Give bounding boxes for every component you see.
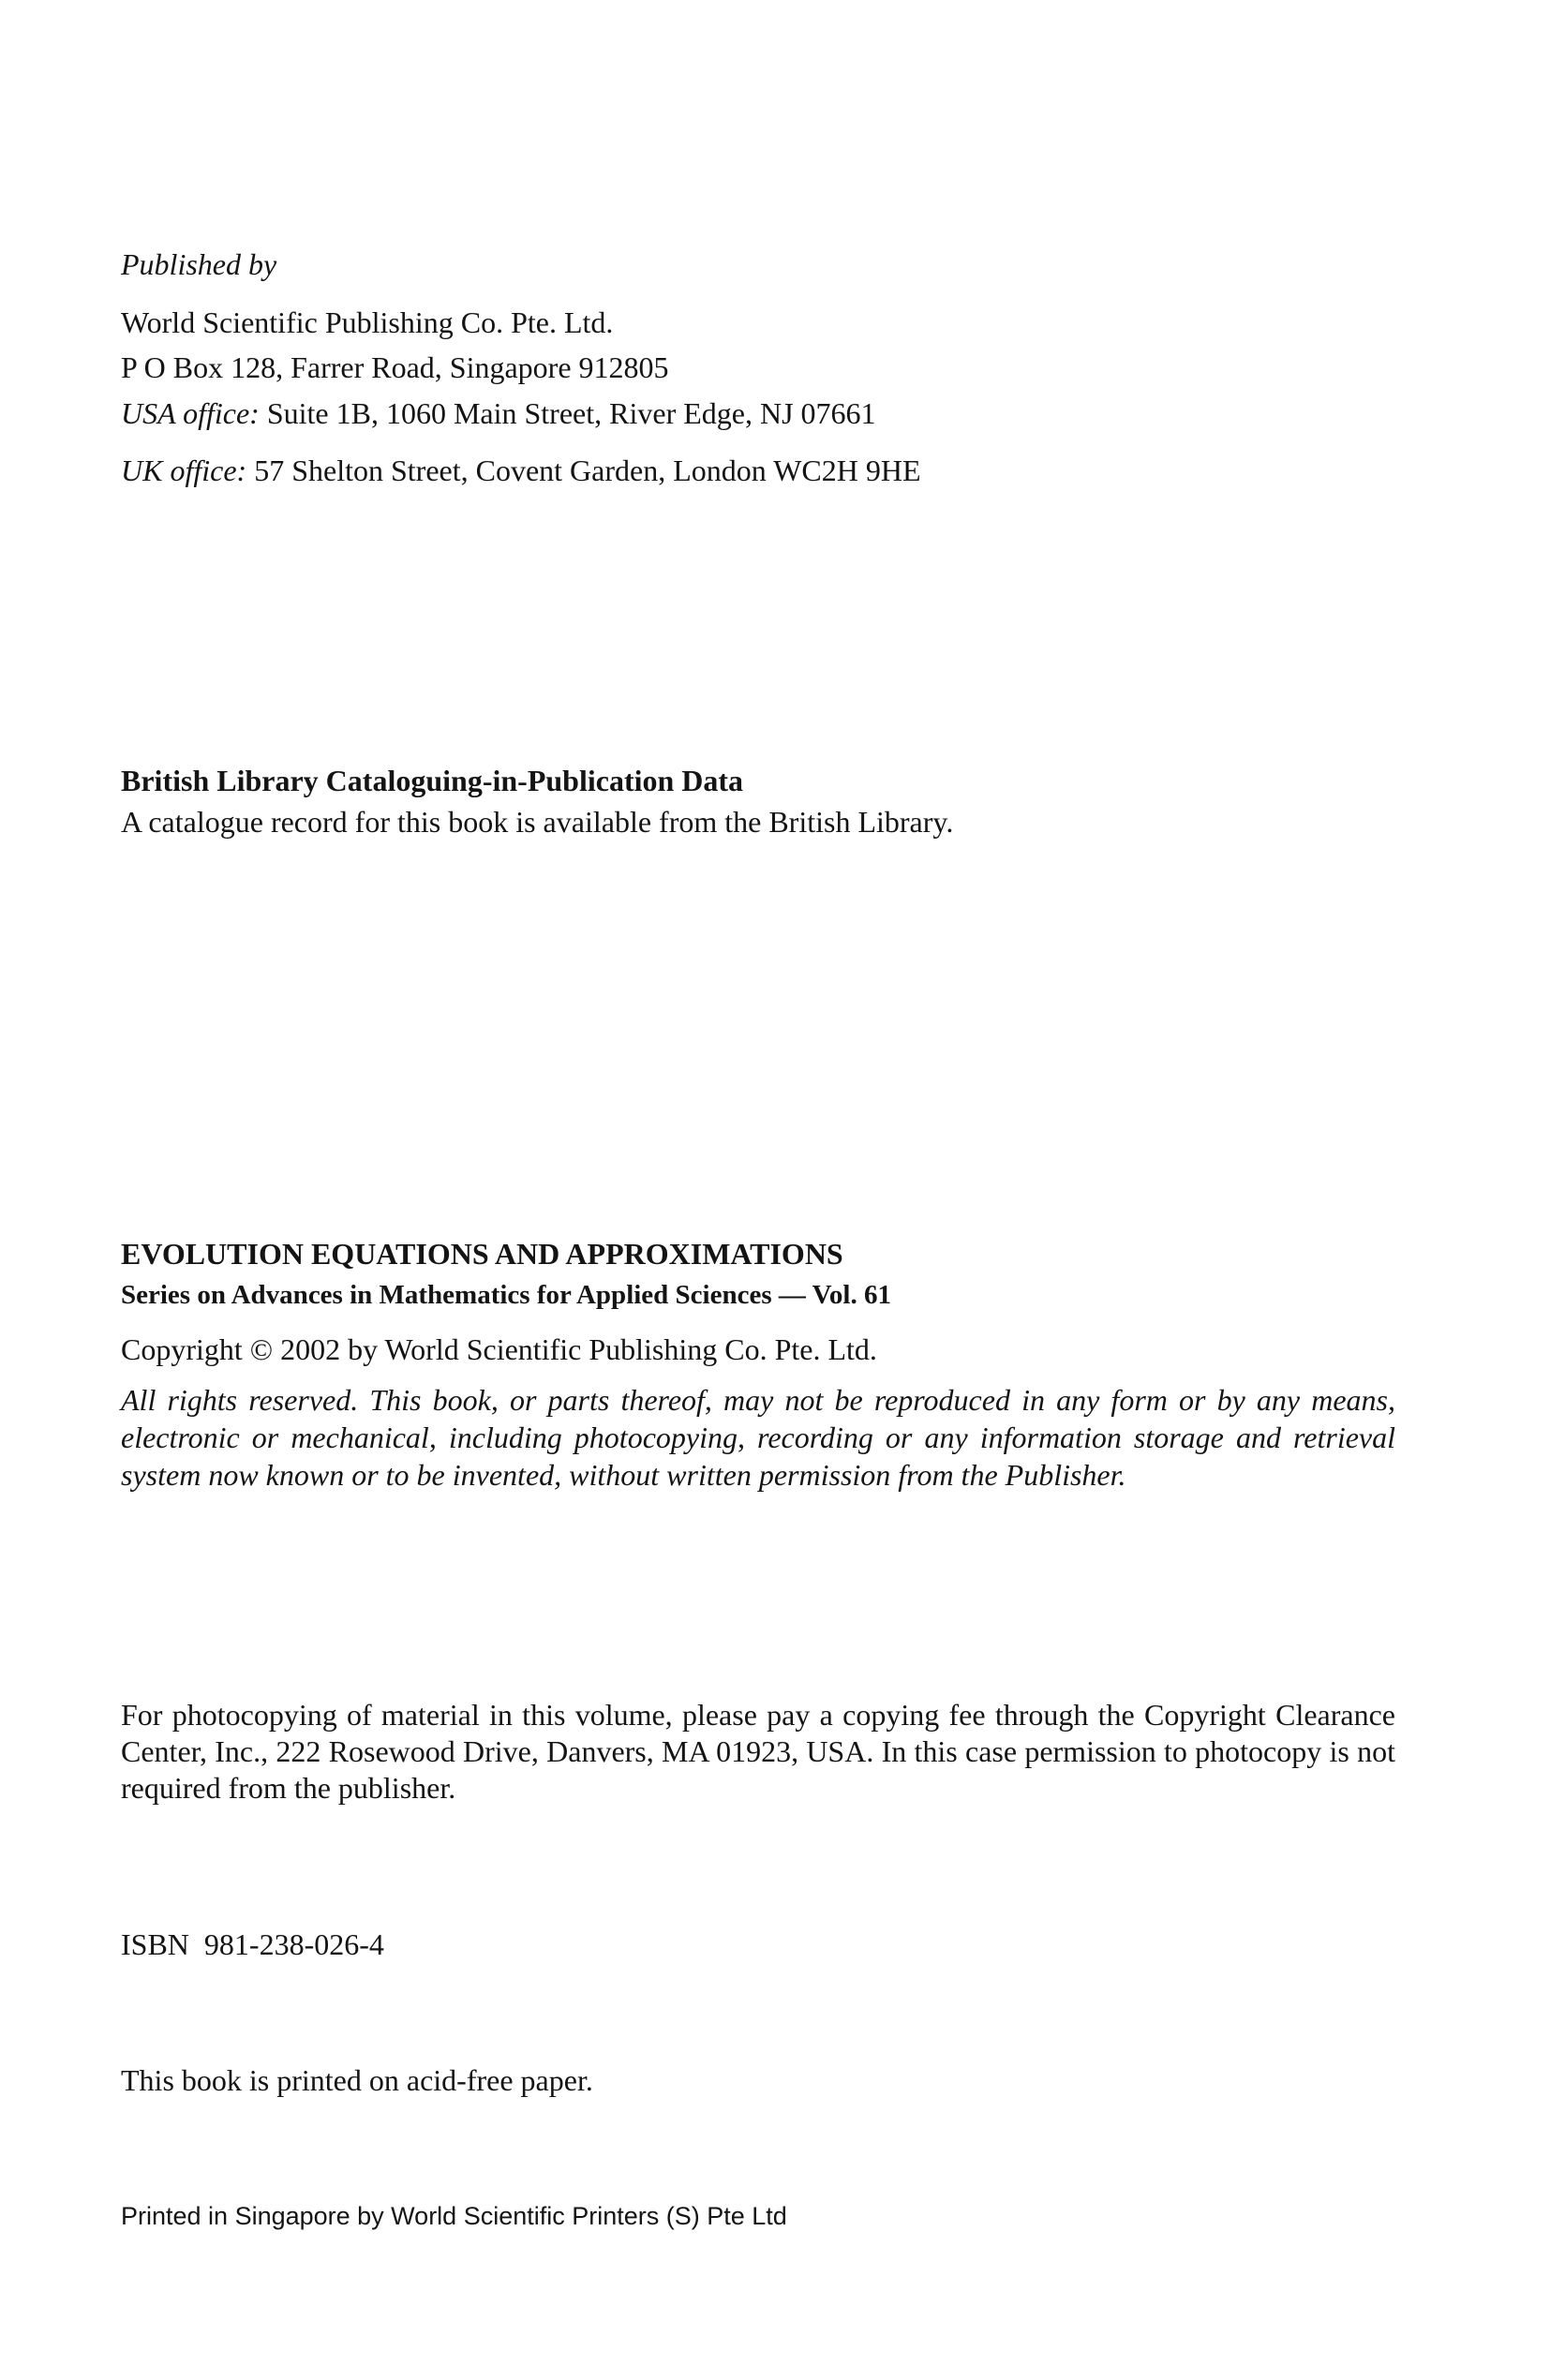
- isbn: ISBN 981-238-026-4: [121, 1927, 384, 1961]
- series-line: Series on Advances in Mathematics for Applied Sciences — Vol. 61: [121, 1280, 891, 1310]
- usa-office-label: USA office:: [121, 396, 260, 430]
- usa-office-line: [121, 394, 876, 432]
- rights-statement: All rights reserved. This book, or parts thereof, may not be reproduced in any form or by any means, electronic or mechanical, including photocopying, recording or any information storage and retrieval system now known or to be invented, without written permission from the Publisher.: [121, 1383, 1395, 1492]
- cip-text: A catalogue record for this book is available from the British Library.: [121, 805, 954, 839]
- uk-office-line: [121, 452, 921, 489]
- publisher-address: P O Box 128, Farrer Road, Singapore 912805: [121, 350, 669, 384]
- photocopy-notice: For photocopying of material in this volume, please pay a copying fee through the Copyright Clearance Center, Inc., 222 Rosewood Drive, Danvers, MA 01923, USA. In this case permission to photocopy is not required from the publisher.: [121, 1698, 1395, 1805]
- printer-line: Printed in Singapore by World Scientific Printers (S) Pte Ltd: [121, 2202, 787, 2230]
- cip-heading: British Library Cataloguing-in-Publication Data: [121, 764, 744, 797]
- publisher-name: World Scientific Publishing Co. Pte. Ltd.: [121, 305, 614, 339]
- published-by-heading: Published by: [121, 247, 277, 281]
- uk-office-label: UK office:: [121, 454, 247, 487]
- uk-office-address: 57 Shelton Street, Covent Garden, London WC2H 9HE: [254, 454, 921, 487]
- usa-office-address: Suite 1B, 1060 Main Street, River Edge, NJ 07661: [266, 396, 876, 430]
- copyright-line: Copyright © 2002 by World Scientific Publishing Co. Pte. Ltd.: [121, 1332, 877, 1366]
- book-title: EVOLUTION EQUATIONS AND APPROXIMATIONS: [121, 1237, 843, 1271]
- acid-free-note: This book is printed on acid-free paper.: [121, 2063, 593, 2097]
